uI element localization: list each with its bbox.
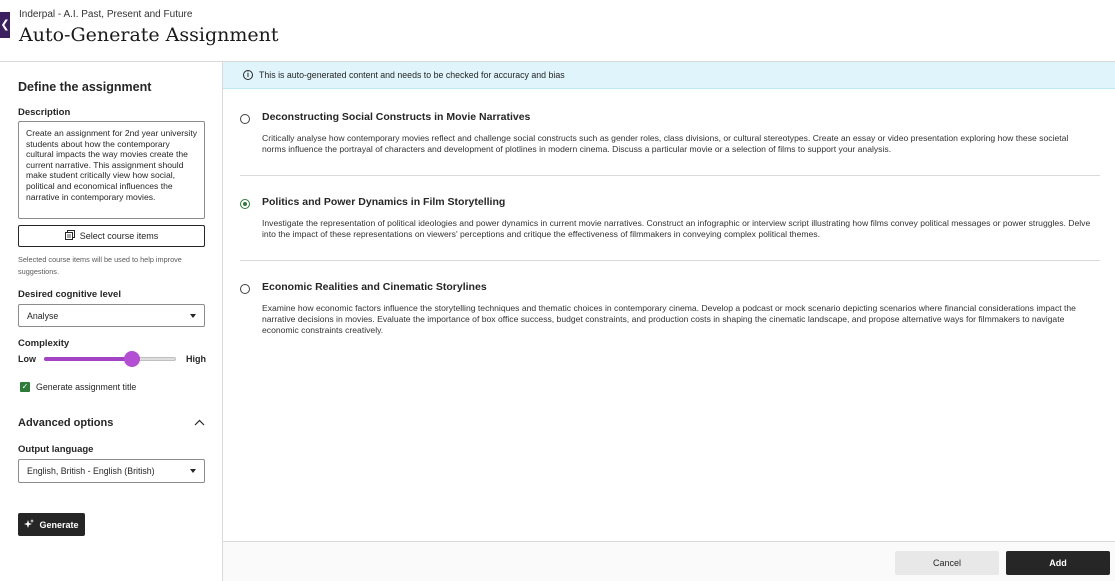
caret-down-icon: [190, 469, 196, 473]
assignment-sidebar: [0, 62, 223, 581]
page-header: [0, 0, 1115, 62]
generate-label: Generate: [39, 519, 79, 530]
option-title: Politics and Power Dynamics in Film Storytelling: [262, 196, 506, 208]
select-course-items-label: Select course items: [79, 231, 159, 241]
breadcrumb[interactable]: Inderpal - A.I. Past, Present and Future: [19, 9, 193, 20]
sparkle-icon: [24, 519, 34, 531]
output-language-select[interactable]: [18, 459, 205, 483]
add-button[interactable]: Add: [1006, 551, 1110, 575]
option-description: Investigate the representation of political ideologies and power dynamics in current movie narratives. Construct an infographic or interview script illustrating how films convey political messages or power struggles. Delve into the impact of these representations on viewers' perceptions and critique the effectiveness of filmmakers in conveying complex political themes.: [262, 218, 1091, 239]
complexity-label: Complexity: [18, 338, 70, 349]
option-title: Economic Realities and Cinematic Storylines: [262, 281, 487, 293]
generate-title-option[interactable]: [20, 382, 136, 392]
output-language-label: Output language: [18, 444, 94, 455]
description-label: Description: [18, 107, 71, 118]
assignment-option[interactable]: [240, 196, 1100, 246]
option-radio-selected[interactable]: [240, 199, 250, 209]
option-title: Deconstructing Social Constructs in Movie Narratives: [262, 111, 531, 123]
output-language-value: English, British - English (British): [27, 466, 155, 476]
page-title: Auto-Generate Assignment: [19, 24, 279, 46]
option-radio[interactable]: [240, 114, 250, 124]
caret-down-icon: [190, 314, 196, 318]
option-radio[interactable]: [240, 284, 250, 294]
option-divider: [240, 175, 1100, 176]
select-course-items-button[interactable]: [18, 225, 205, 247]
chevron-up-icon[interactable]: [194, 418, 205, 429]
helper-text: Selected course items will be used to help improve suggestions.: [18, 255, 182, 276]
cognitive-level-select[interactable]: [18, 304, 205, 327]
option-description: Examine how economic factors influence the storytelling techniques and thematic choices in contemporary cinema. Develop a podcast or mock scenario depicting scenarios where financial considerations impact the narrative decisions in movies. Evaluate the importance of box office success, budget constraints, and production costs in shaping the cinematic landscape, and propose alternative ways for filmmakers to navigate economic constraints creatively.: [262, 303, 1076, 335]
generate-title-label: Generate assignment title: [36, 382, 137, 392]
complexity-slider-fill: [44, 357, 132, 361]
cancel-button[interactable]: Cancel: [895, 551, 999, 575]
copy-icon: [65, 230, 75, 242]
ai-notice-banner: [223, 62, 1115, 89]
complexity-slider-thumb[interactable]: [124, 351, 140, 367]
advanced-options-heading[interactable]: Advanced options: [18, 417, 114, 429]
assignment-option[interactable]: [240, 111, 1100, 161]
option-divider: [240, 260, 1100, 261]
info-icon: i: [243, 70, 253, 80]
description-textarea[interactable]: Create an assignment for 2nd year university students about how the contemporary cultural impacts the way movies create the current narrative. This assignment should make student critically view how social, political and economical influences the narrative in contemporary movies.: [18, 121, 205, 219]
complexity-low-label: Low: [18, 354, 36, 364]
chevron-left-icon[interactable]: ❮: [0, 12, 10, 38]
sidebar-heading: Define the assignment: [18, 80, 152, 94]
generate-button[interactable]: [18, 513, 85, 536]
cognitive-level-value: Analyse: [27, 310, 59, 321]
complexity-high-label: High: [186, 354, 206, 364]
notice-text: This is auto-generated content and needs to be checked for accuracy and bias: [259, 70, 565, 80]
cognitive-level-label: Desired cognitive level: [18, 289, 121, 300]
generate-title-checkbox[interactable]: ✓: [21, 382, 29, 391]
option-description: Critically analyse how contemporary movies reflect and challenge social constructs such as gender roles, class divisions, or cultural stereotypes. Create an essay or video presentation exploring how these societal norms influence the portrayal of characters and development of plotlines in modern cinema. Discuss a particular movie or a selection of films to support your analysis.: [262, 133, 1069, 154]
assignment-option[interactable]: [240, 281, 1100, 341]
